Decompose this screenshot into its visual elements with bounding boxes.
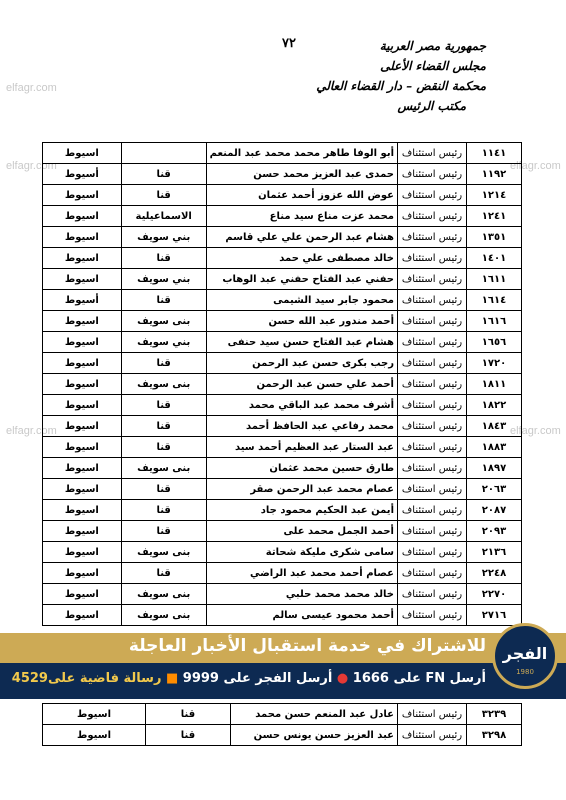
row-appeal: اسيوط bbox=[43, 563, 122, 584]
row-appeal: اسيوط bbox=[43, 332, 122, 353]
subscription-banner[interactable] bbox=[0, 633, 566, 703]
row-appeal: اسيوط bbox=[43, 725, 146, 746]
header-council: مجلس القضاء الأعلى bbox=[380, 59, 486, 73]
row-title: رئيس استئناف bbox=[398, 437, 467, 458]
row-appeal: اسيوط bbox=[43, 374, 122, 395]
row-number: ١٨١١ bbox=[467, 374, 522, 395]
table-row bbox=[43, 185, 522, 206]
row-name: خالد مصطفى علي حمد bbox=[206, 248, 397, 269]
page-number: ٧٢ bbox=[282, 36, 296, 51]
row-court: قنا bbox=[121, 290, 206, 311]
row-name: عادل عبد المنعم حسن محمد bbox=[231, 704, 398, 725]
logo-text: الفجر bbox=[502, 644, 548, 663]
row-appeal: اسيوط bbox=[43, 185, 122, 206]
row-court: الاسماعيلية bbox=[121, 206, 206, 227]
row-title: رئيس استئناف bbox=[398, 521, 467, 542]
row-court: قنا bbox=[121, 248, 206, 269]
banner-sub-suffix: رسالة فاضية على4529 bbox=[11, 671, 162, 686]
table-row bbox=[43, 290, 522, 311]
row-number: ٢١٣٦ bbox=[467, 542, 522, 563]
row-title: رئيس استئناف bbox=[398, 290, 467, 311]
row-title: رئيس استئناف bbox=[398, 227, 467, 248]
row-appeal: اسيوط bbox=[43, 704, 146, 725]
banner-sub-sep-icon: ● bbox=[332, 671, 349, 686]
row-title: رئيس استئناف bbox=[398, 725, 467, 746]
row-appeal: اسيوط bbox=[43, 311, 122, 332]
table-row bbox=[43, 353, 522, 374]
table-body bbox=[43, 704, 522, 746]
row-title: رئيس استئناف bbox=[398, 374, 467, 395]
row-title: رئيس استئناف bbox=[398, 269, 467, 290]
table-row bbox=[43, 248, 522, 269]
row-appeal: اسيوط bbox=[43, 206, 122, 227]
row-number: ١٦١٤ bbox=[467, 290, 522, 311]
row-title: رئيس استئناف bbox=[398, 479, 467, 500]
row-court: بنى سويف bbox=[121, 584, 206, 605]
table-row bbox=[43, 725, 522, 746]
judges-table bbox=[42, 142, 522, 626]
row-number: ١٦١٦ bbox=[467, 311, 522, 332]
logo-date: 1980 bbox=[516, 668, 534, 676]
row-number: ١٨٨٣ bbox=[467, 437, 522, 458]
row-name: أشرف محمد عبد الباقي محمد bbox=[206, 395, 397, 416]
row-appeal: أسيوط bbox=[43, 164, 122, 185]
table-body bbox=[43, 143, 522, 626]
header-republic: جمهورية مصر العربية bbox=[379, 39, 486, 53]
row-number: ١١٤١ bbox=[467, 143, 522, 164]
row-number: ٣٢٩٨ bbox=[467, 725, 522, 746]
row-title: رئيس استئناف bbox=[398, 563, 467, 584]
row-court: قنا bbox=[146, 704, 231, 725]
row-appeal: اسيوط bbox=[43, 227, 122, 248]
row-court: قنا bbox=[121, 395, 206, 416]
row-title: رئيس استئناف bbox=[398, 164, 467, 185]
row-title: رئيس استئناف bbox=[398, 311, 467, 332]
row-appeal: اسيوط bbox=[43, 395, 122, 416]
row-appeal: اسيوط bbox=[43, 458, 122, 479]
row-appeal: اسيوط bbox=[43, 143, 122, 164]
row-appeal: اسيوط bbox=[43, 542, 122, 563]
banner-sub-mid: أرسل الفجر على 9999 bbox=[182, 671, 333, 686]
row-name: عبد العزيز حسن يونس حسن bbox=[231, 725, 398, 746]
table-row bbox=[43, 311, 522, 332]
table-row bbox=[43, 479, 522, 500]
row-name: محمود جابر سيد الشيمى bbox=[206, 290, 397, 311]
row-name: هشام عبد الرحمن علي علي قاسم bbox=[206, 227, 397, 248]
header-court: محكمة النقض – دار القضاء العالي bbox=[316, 79, 486, 93]
row-court: قنا bbox=[121, 416, 206, 437]
row-name: عبد الستار عبد العظيم أحمد سيد bbox=[206, 437, 397, 458]
row-number: ١٨٩٧ bbox=[467, 458, 522, 479]
row-name: سامى شكرى مليكة شحاتة bbox=[206, 542, 397, 563]
row-court: قنا bbox=[121, 353, 206, 374]
row-appeal: اسيوط bbox=[43, 248, 122, 269]
row-court: قنا bbox=[121, 563, 206, 584]
table-row bbox=[43, 374, 522, 395]
table-row bbox=[43, 500, 522, 521]
row-title: رئيس استئناف bbox=[398, 353, 467, 374]
watermark: elfagr.com bbox=[6, 160, 57, 172]
row-name: محمد رفاعي عبد الحافظ أحمد bbox=[206, 416, 397, 437]
table-row bbox=[43, 521, 522, 542]
row-court: قنا bbox=[121, 185, 206, 206]
table-row bbox=[43, 395, 522, 416]
row-court: بني سويف bbox=[121, 269, 206, 290]
row-number: ١٤٠١ bbox=[467, 248, 522, 269]
row-name: أبو الوفا طاهر محمد محمد عبد المنعم bbox=[206, 143, 397, 164]
watermark: elfagr.com bbox=[6, 425, 57, 437]
banner-title: للاشتراك في خدمة استقبال الأخبار العاجلة bbox=[128, 636, 486, 656]
row-number: ٢٠٨٧ bbox=[467, 500, 522, 521]
row-title: رئيس استئناف bbox=[398, 584, 467, 605]
row-number: ١٢١٤ bbox=[467, 185, 522, 206]
row-title: رئيس استئناف bbox=[398, 458, 467, 479]
table-row bbox=[43, 164, 522, 185]
row-number: ١٣٥١ bbox=[467, 227, 522, 248]
row-name: أحمد علي حسن عبد الرحمن bbox=[206, 374, 397, 395]
row-name: هشام عبد الفتاح حسن سيد حنفى bbox=[206, 332, 397, 353]
judges-table-continued bbox=[42, 703, 522, 746]
row-name: محمد عزت مناع سيد مناع bbox=[206, 206, 397, 227]
row-number: ١٧٢٠ bbox=[467, 353, 522, 374]
row-appeal: اسيوط bbox=[43, 437, 122, 458]
row-title: رئيس استئناف bbox=[398, 542, 467, 563]
row-court: قنا bbox=[121, 479, 206, 500]
watermark: elfagr.com bbox=[6, 82, 57, 94]
row-court: قنا bbox=[121, 521, 206, 542]
row-appeal: اسيوط bbox=[43, 605, 122, 626]
table-row bbox=[43, 143, 522, 164]
row-number: ٣٢٣٩ bbox=[467, 704, 522, 725]
row-name: حمدى عبد العزيز محمد حسن bbox=[206, 164, 397, 185]
watermark: elfagr.com bbox=[510, 160, 561, 172]
row-title: رئيس استئناف bbox=[398, 416, 467, 437]
row-court: بني سويف bbox=[121, 332, 206, 353]
table-row bbox=[43, 584, 522, 605]
row-appeal: اسيوط bbox=[43, 353, 122, 374]
row-title: رئيس استئناف bbox=[398, 395, 467, 416]
row-title: رئيس استئناف bbox=[398, 248, 467, 269]
row-name: أيمن عبد الحكيم محمود جاد bbox=[206, 500, 397, 521]
watermark: elfagr.com bbox=[510, 425, 561, 437]
row-name: طارق حسين محمد عثمان bbox=[206, 458, 397, 479]
table-row bbox=[43, 437, 522, 458]
fagr-logo bbox=[492, 623, 558, 689]
table-row bbox=[43, 332, 522, 353]
row-title: رئيس استئناف bbox=[398, 704, 467, 725]
row-title: رئيس استئناف bbox=[398, 143, 467, 164]
row-title: رئيس استئناف bbox=[398, 500, 467, 521]
row-number: ١٢٤١ bbox=[467, 206, 522, 227]
row-court: قنا bbox=[121, 500, 206, 521]
banner-sub-sep-icon: ■ bbox=[161, 671, 179, 686]
table-row bbox=[43, 605, 522, 626]
row-court: بني سويف bbox=[121, 227, 206, 248]
row-appeal: اسيوط bbox=[43, 521, 122, 542]
header-office: مكتب الرئيس bbox=[397, 99, 466, 113]
row-court: قنا bbox=[146, 725, 231, 746]
row-name: أحمد مندور عبد الله حسن bbox=[206, 311, 397, 332]
row-appeal: اسيوط bbox=[43, 416, 122, 437]
row-number: ١٨٢٢ bbox=[467, 395, 522, 416]
row-appeal: اسيوط bbox=[43, 500, 122, 521]
row-appeal: أسيوط bbox=[43, 290, 122, 311]
row-name: عصام أحمد محمد عبد الراضي bbox=[206, 563, 397, 584]
table-row bbox=[43, 206, 522, 227]
row-title: رئيس استئناف bbox=[398, 605, 467, 626]
row-number: ٢٠٦٣ bbox=[467, 479, 522, 500]
row-name: أحمد الجمل محمد على bbox=[206, 521, 397, 542]
row-court bbox=[121, 143, 206, 164]
row-name: أحمد محمود عيسى سالم bbox=[206, 605, 397, 626]
row-title: رئيس استئناف bbox=[398, 185, 467, 206]
row-name: عصام محمد عبد الرحمن صقر bbox=[206, 479, 397, 500]
row-title: رئيس استئناف bbox=[398, 332, 467, 353]
row-number: ١١٩٢ bbox=[467, 164, 522, 185]
row-name: عوض الله عزوز أحمد عثمان bbox=[206, 185, 397, 206]
table-row bbox=[43, 416, 522, 437]
table-row bbox=[43, 458, 522, 479]
row-number: ١٦٥٦ bbox=[467, 332, 522, 353]
row-name: خالد محمد محمد حلبي bbox=[206, 584, 397, 605]
row-court: بنى سويف bbox=[121, 542, 206, 563]
row-appeal: اسيوط bbox=[43, 584, 122, 605]
table-row bbox=[43, 227, 522, 248]
row-title: رئيس استئناف bbox=[398, 206, 467, 227]
row-number: ٢٧١٦ bbox=[467, 605, 522, 626]
row-number: ٢٠٩٣ bbox=[467, 521, 522, 542]
row-court: بنى سويف bbox=[121, 605, 206, 626]
row-appeal: اسيوط bbox=[43, 269, 122, 290]
row-court: بنى سويف bbox=[121, 458, 206, 479]
row-number: ٢٢٧٠ bbox=[467, 584, 522, 605]
row-name: رجب بكرى حسن عبد الرحمن bbox=[206, 353, 397, 374]
table-row bbox=[43, 563, 522, 584]
banner-sub-prefix: أرسل FN على 1666 bbox=[352, 671, 486, 686]
row-court: قنا bbox=[121, 164, 206, 185]
row-court: بنى سويف bbox=[121, 374, 206, 395]
row-number: ١٨٤٣ bbox=[467, 416, 522, 437]
row-name: حفني عبد الفتاح حفني عبد الوهاب bbox=[206, 269, 397, 290]
row-number: ١٦١١ bbox=[467, 269, 522, 290]
table-row bbox=[43, 704, 522, 725]
table-row bbox=[43, 269, 522, 290]
row-appeal: اسيوط bbox=[43, 479, 122, 500]
banner-subtitle bbox=[12, 671, 486, 686]
table-row bbox=[43, 542, 522, 563]
document-header bbox=[226, 36, 486, 116]
row-court: قنا bbox=[121, 437, 206, 458]
row-number: ٢٢٤٨ bbox=[467, 563, 522, 584]
row-court: بنى سويف bbox=[121, 311, 206, 332]
